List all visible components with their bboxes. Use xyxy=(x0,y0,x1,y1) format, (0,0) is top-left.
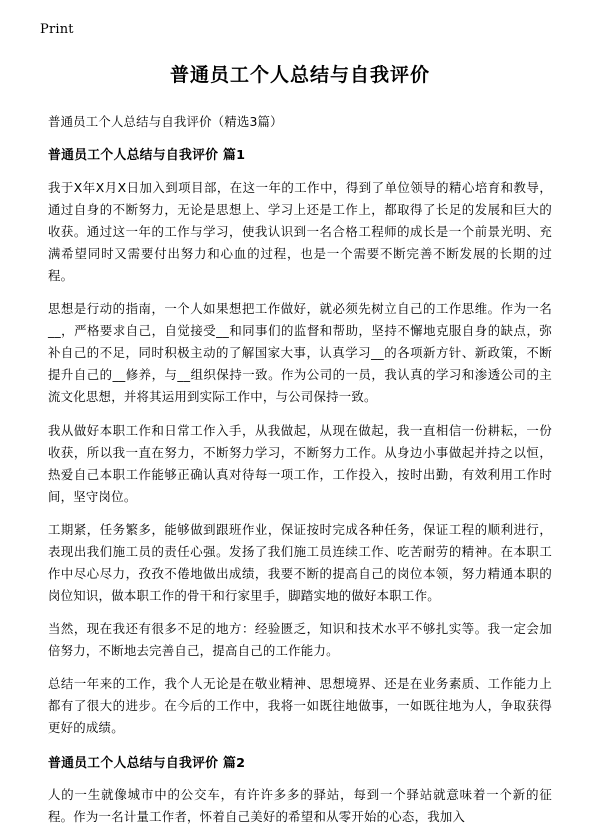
paragraph: 人的一生就像城市中的公交车，有许许多多的驿站，每到一个驿站就意味着一个新的征程。作为一名计量工作者，怀着自己美好的希望和从零开始的心态，我加入 xyxy=(48,787,552,825)
document-content xyxy=(48,62,552,839)
section-heading-2: 普通员工个人总结与自我评价 篇2 xyxy=(48,755,246,771)
document-subtitle: 普通员工个人总结与自我评价（精选3篇） xyxy=(48,113,283,129)
paragraph: 思想是行动的指南，一个人如果想把工作做好，就必须先树立自己的工作思维。作为一名__，严格要求自己，自觉接受__和同事们的监督和帮助，坚持不懈地克服自身的缺点，弥补自己的不足，同时积极主动的了解国家大事，认真学习__的各项新方针、新政策，不断提升自己的__修养，与__组织保持一致。作为公司的一员，我认真的学习和渗透公司的主流文化思想，并将其运用到实际工作中，与公司保持一致。 xyxy=(48,301,552,405)
paragraph: 我于X年X月X日加入到项目部，在这一年的工作中，得到了单位领导的精心培育和教导，通过自身的不断努力，无论是思想上、学习上还是工作上，都取得了长足的发展和巨大的收获。通过这一年的工作与学习，使我认识到一名合格工程师的成长是一个前景光明、充满希望同时又需要付出努力和心血的过程，也是一个需要不断完善不断发展的长期的过程。 xyxy=(48,179,552,284)
print-button[interactable]: Print xyxy=(40,22,74,37)
section-heading-1: 普通员工个人总结与自我评价 篇1 xyxy=(48,148,246,164)
paragraph: 工期紧，任务繁多，能够做到跟班作业，保证按时完成各种任务，保证工程的顺利进行，表现出我们施工员的责任心强。发扬了我们施工员连续工作、吃苦耐劳的精神。在本职工作中尽心尽力，孜孜不倦地做出成绩，我要不断的提高自己的岗位本领，努力精通本职的岗位知识，做本职工作的骨干和行家里手，脚踏实地的做好本职工作。 xyxy=(48,521,552,604)
paragraph: 当然，现在我还有很多不足的地方：经验匮乏，知识和技术水平不够扎实等。我一定会加倍努力，不断地去完善自己，提高自己的工作能力。 xyxy=(48,621,552,659)
paragraph: 总结一年来的工作，我个人无论是在敬业精神、思想境界、还是在业务素质、工作能力上都有了很大的进步。在今后的工作中，我将一如既往地做事，一如既往地为人，争取获得更好的成绩。 xyxy=(48,676,552,736)
paragraph: 我从做好本职工作和日常工作入手，从我做起，从现在做起，我一直相信一份耕耘，一份收获，所以我一直在努力，不断努力学习，不断努力工作。从身边小事做起并持之以恒，热爱自己本职工作能够正确认真对待每一项工作，工作投入，按时出勤，有效利用工作时间，坚守岗位。 xyxy=(48,422,552,504)
page-title: 普通员工个人总结与自我评价 xyxy=(169,64,430,86)
